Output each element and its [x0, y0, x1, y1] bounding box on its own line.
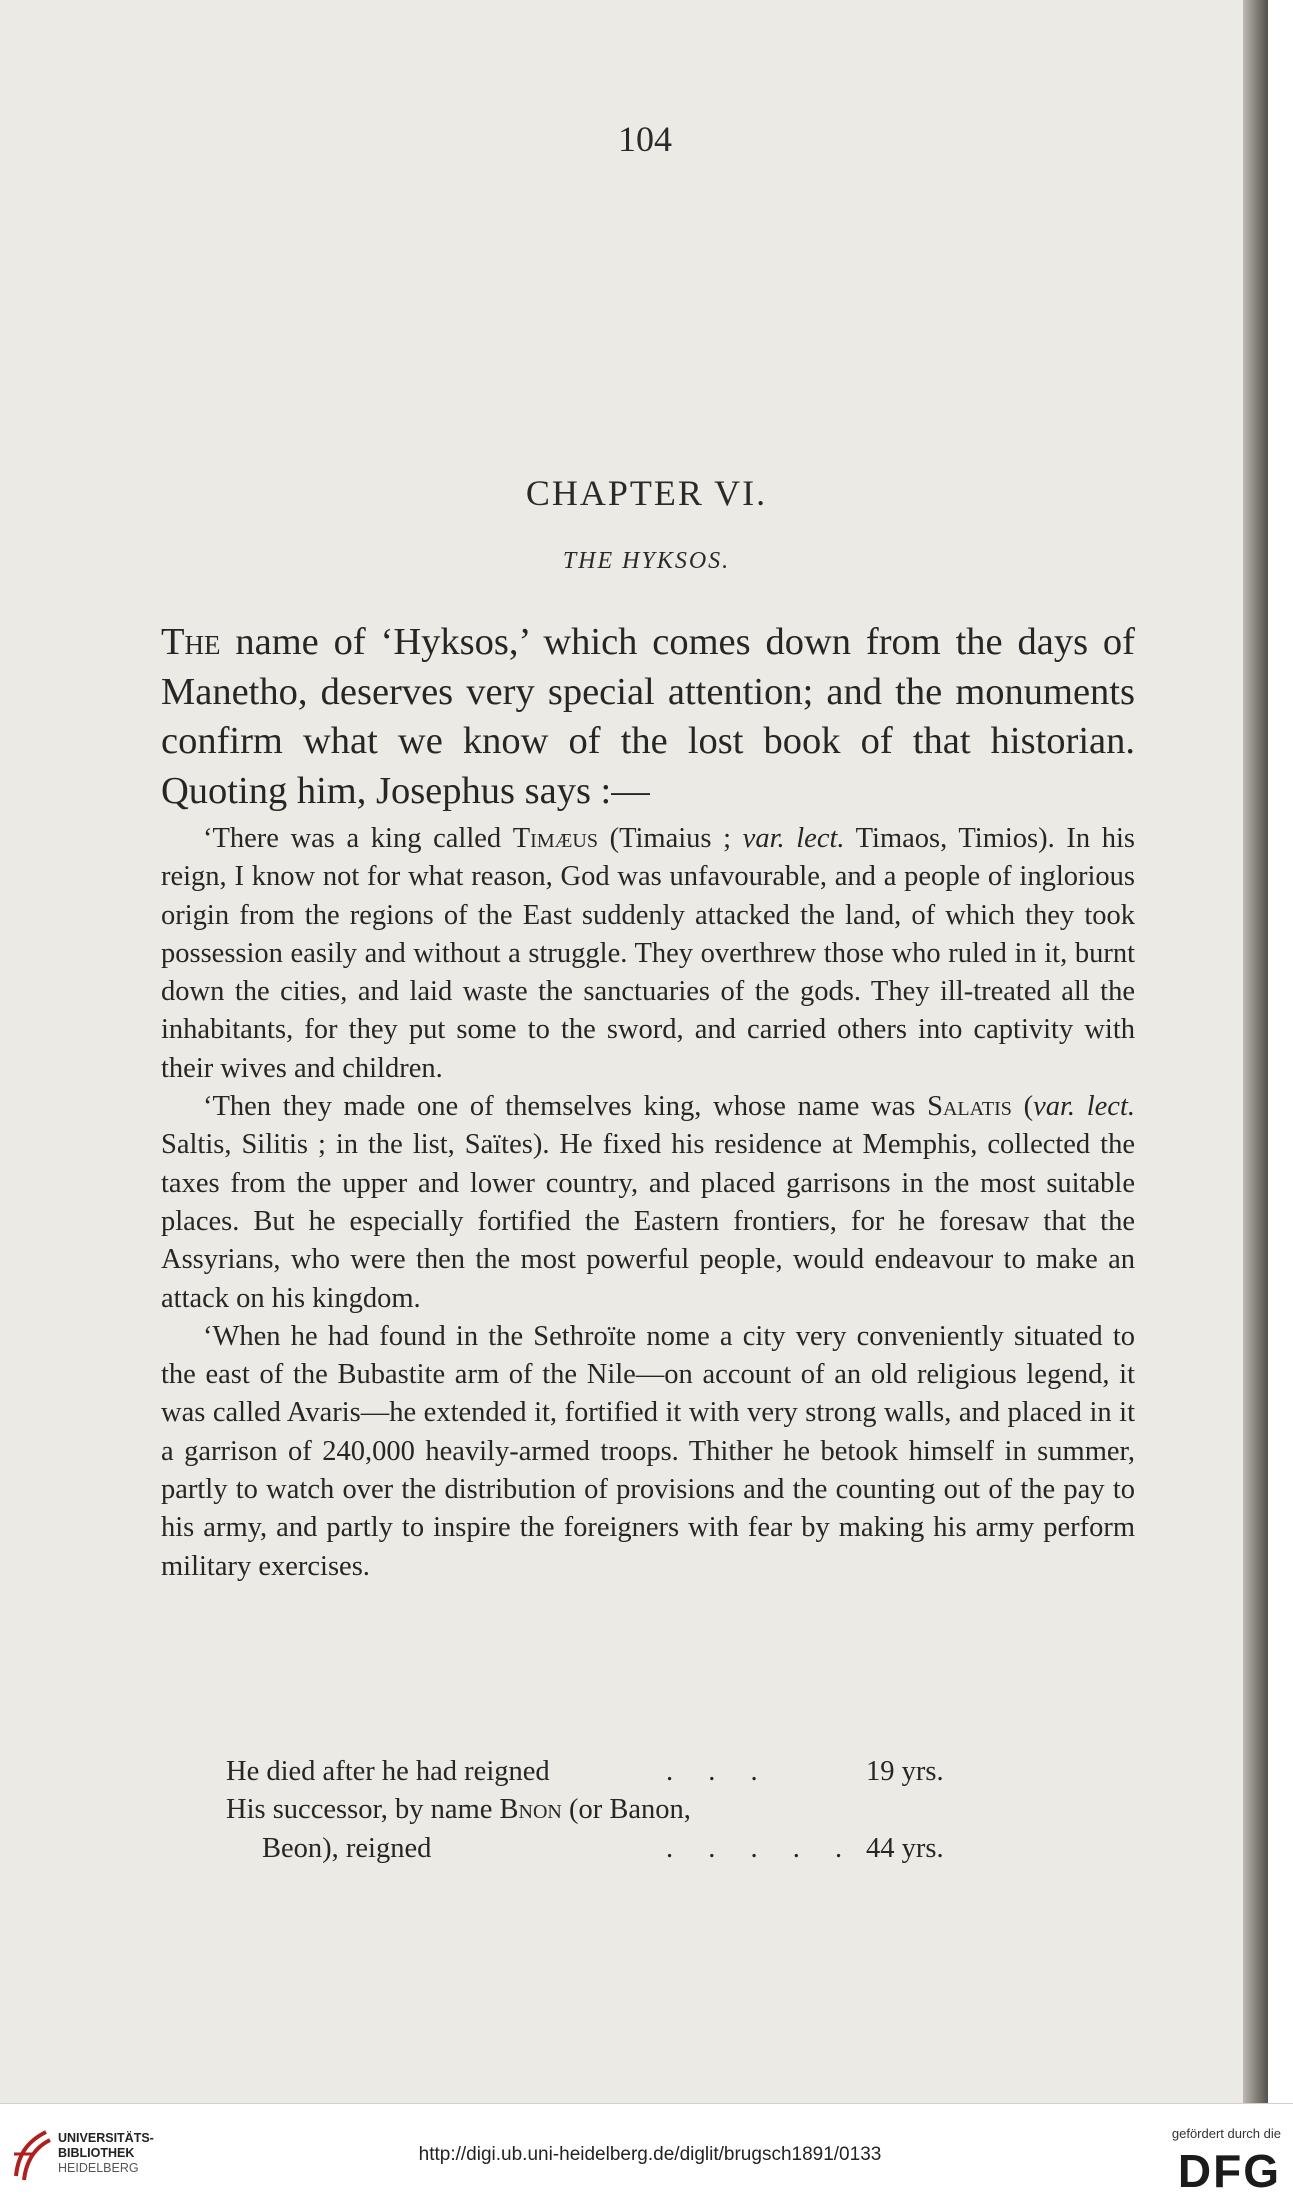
library-name-line: UNIVERSITÄTS-	[58, 2131, 154, 2145]
book-gutter	[1243, 0, 1268, 2103]
quote-text: Timaos, Timios). In his reign, I know not for what reason, God was unfavourable, and a people of inglorious origin from the regions of the East suddenly attacked the land, of which they took possession easily and without a struggle. They overthrew those who ruled in it, burnt down the cities, and laid waste the sanctuaries of the gods. They ill-treated all the inhabitants, for they put some to the sword, and carried others into captivity with their wives and children.	[161, 823, 1135, 1084]
quote-text: ‘There was a king called	[203, 823, 513, 854]
page-number: 104	[618, 119, 672, 159]
chapter-subtitle: THE HYKSOS.	[562, 548, 731, 574]
quote-text: (Timaius ;	[597, 823, 743, 854]
reign-row	[226, 1791, 986, 1829]
reign-years: 44 yrs.	[866, 1832, 944, 1864]
university-seal-icon	[12, 2126, 52, 2184]
reign-leader-dots: . . .	[666, 1756, 772, 1787]
quote-paragraph	[161, 1318, 1135, 1586]
reign-years: 19 yrs.	[866, 1756, 944, 1787]
quotation-block	[161, 820, 1135, 1586]
library-name-line: BIBLIOTHEK	[58, 2146, 135, 2160]
reign-label: Beon), reigned	[262, 1832, 432, 1864]
reign-label-cont: (or Banon,	[561, 1794, 691, 1826]
dfg-logo: DFG	[1177, 2145, 1281, 2197]
intro-lead-word: The	[161, 621, 221, 663]
reign-leader-dots: . . . . .	[666, 1832, 857, 1864]
italic-note: var. lect.	[742, 823, 845, 854]
reign-list	[226, 1753, 986, 1868]
viewer-footer	[0, 2103, 1293, 2201]
quote-text: Saltis, Silitis ; in the list, Saïtes). He fixed his residence at Memphis, collected the taxes from the upper and lower country, and placed garrisons in the most suitable places. But he especially fortified the Eastern frontiers, for he foresaw that the Assyrians, who were then the most powerful people, would endeavour to make an attack on his kingdom.	[161, 1129, 1135, 1314]
quote-text: ‘Then they made one of themselves king, whose name was	[203, 1091, 928, 1123]
reign-row	[226, 1753, 986, 1791]
king-name: Bnon	[499, 1794, 562, 1826]
proper-name: Timæus	[512, 823, 598, 854]
reign-label: He died after he had reigned	[226, 1756, 550, 1787]
intro-paragraph	[161, 618, 1135, 816]
permalink-url[interactable]: http://digi.ub.uni-heidelberg.de/diglit/brugsch1891/0133	[418, 2144, 882, 2165]
quote-text: ‘When he had found in the Sethroïte nome a city very conveniently situated to the east of the Bubastite arm of the Nile—on account of an old religious legend, it was called Avaris—he extended it, fortified it with very strong walls, and placed in it a garrison of 240,000 heavily-armed troops. Thither he betook himself in summer, partly to watch over the distribution of provisions and the counting out of the pay to his army, and partly to inspire the foreigners with fear by making his army perform military exercises.	[161, 1320, 1135, 1582]
reign-row	[226, 1830, 986, 1868]
intro-text: name of ‘Hyksos,’ which comes down from the days of Manetho, deserves very special attention; and the monuments confirm what we know of the lost book of that historian. Quoting him, Josephus says :—	[161, 621, 1135, 812]
chapter-heading: CHAPTER VI.	[525, 473, 768, 513]
library-name-line: HEIDELBERG	[58, 2161, 139, 2175]
proper-name: Salatis	[927, 1091, 1012, 1123]
library-name	[58, 2131, 154, 2176]
quote-paragraph	[161, 820, 1135, 1088]
quote-paragraph	[161, 1088, 1135, 1318]
quote-text: (	[1011, 1091, 1034, 1123]
reign-label: His successor, by name	[226, 1794, 500, 1826]
italic-note: var. lect.	[1033, 1091, 1135, 1123]
funded-by-label: gefördert durch die	[1171, 2126, 1281, 2141]
